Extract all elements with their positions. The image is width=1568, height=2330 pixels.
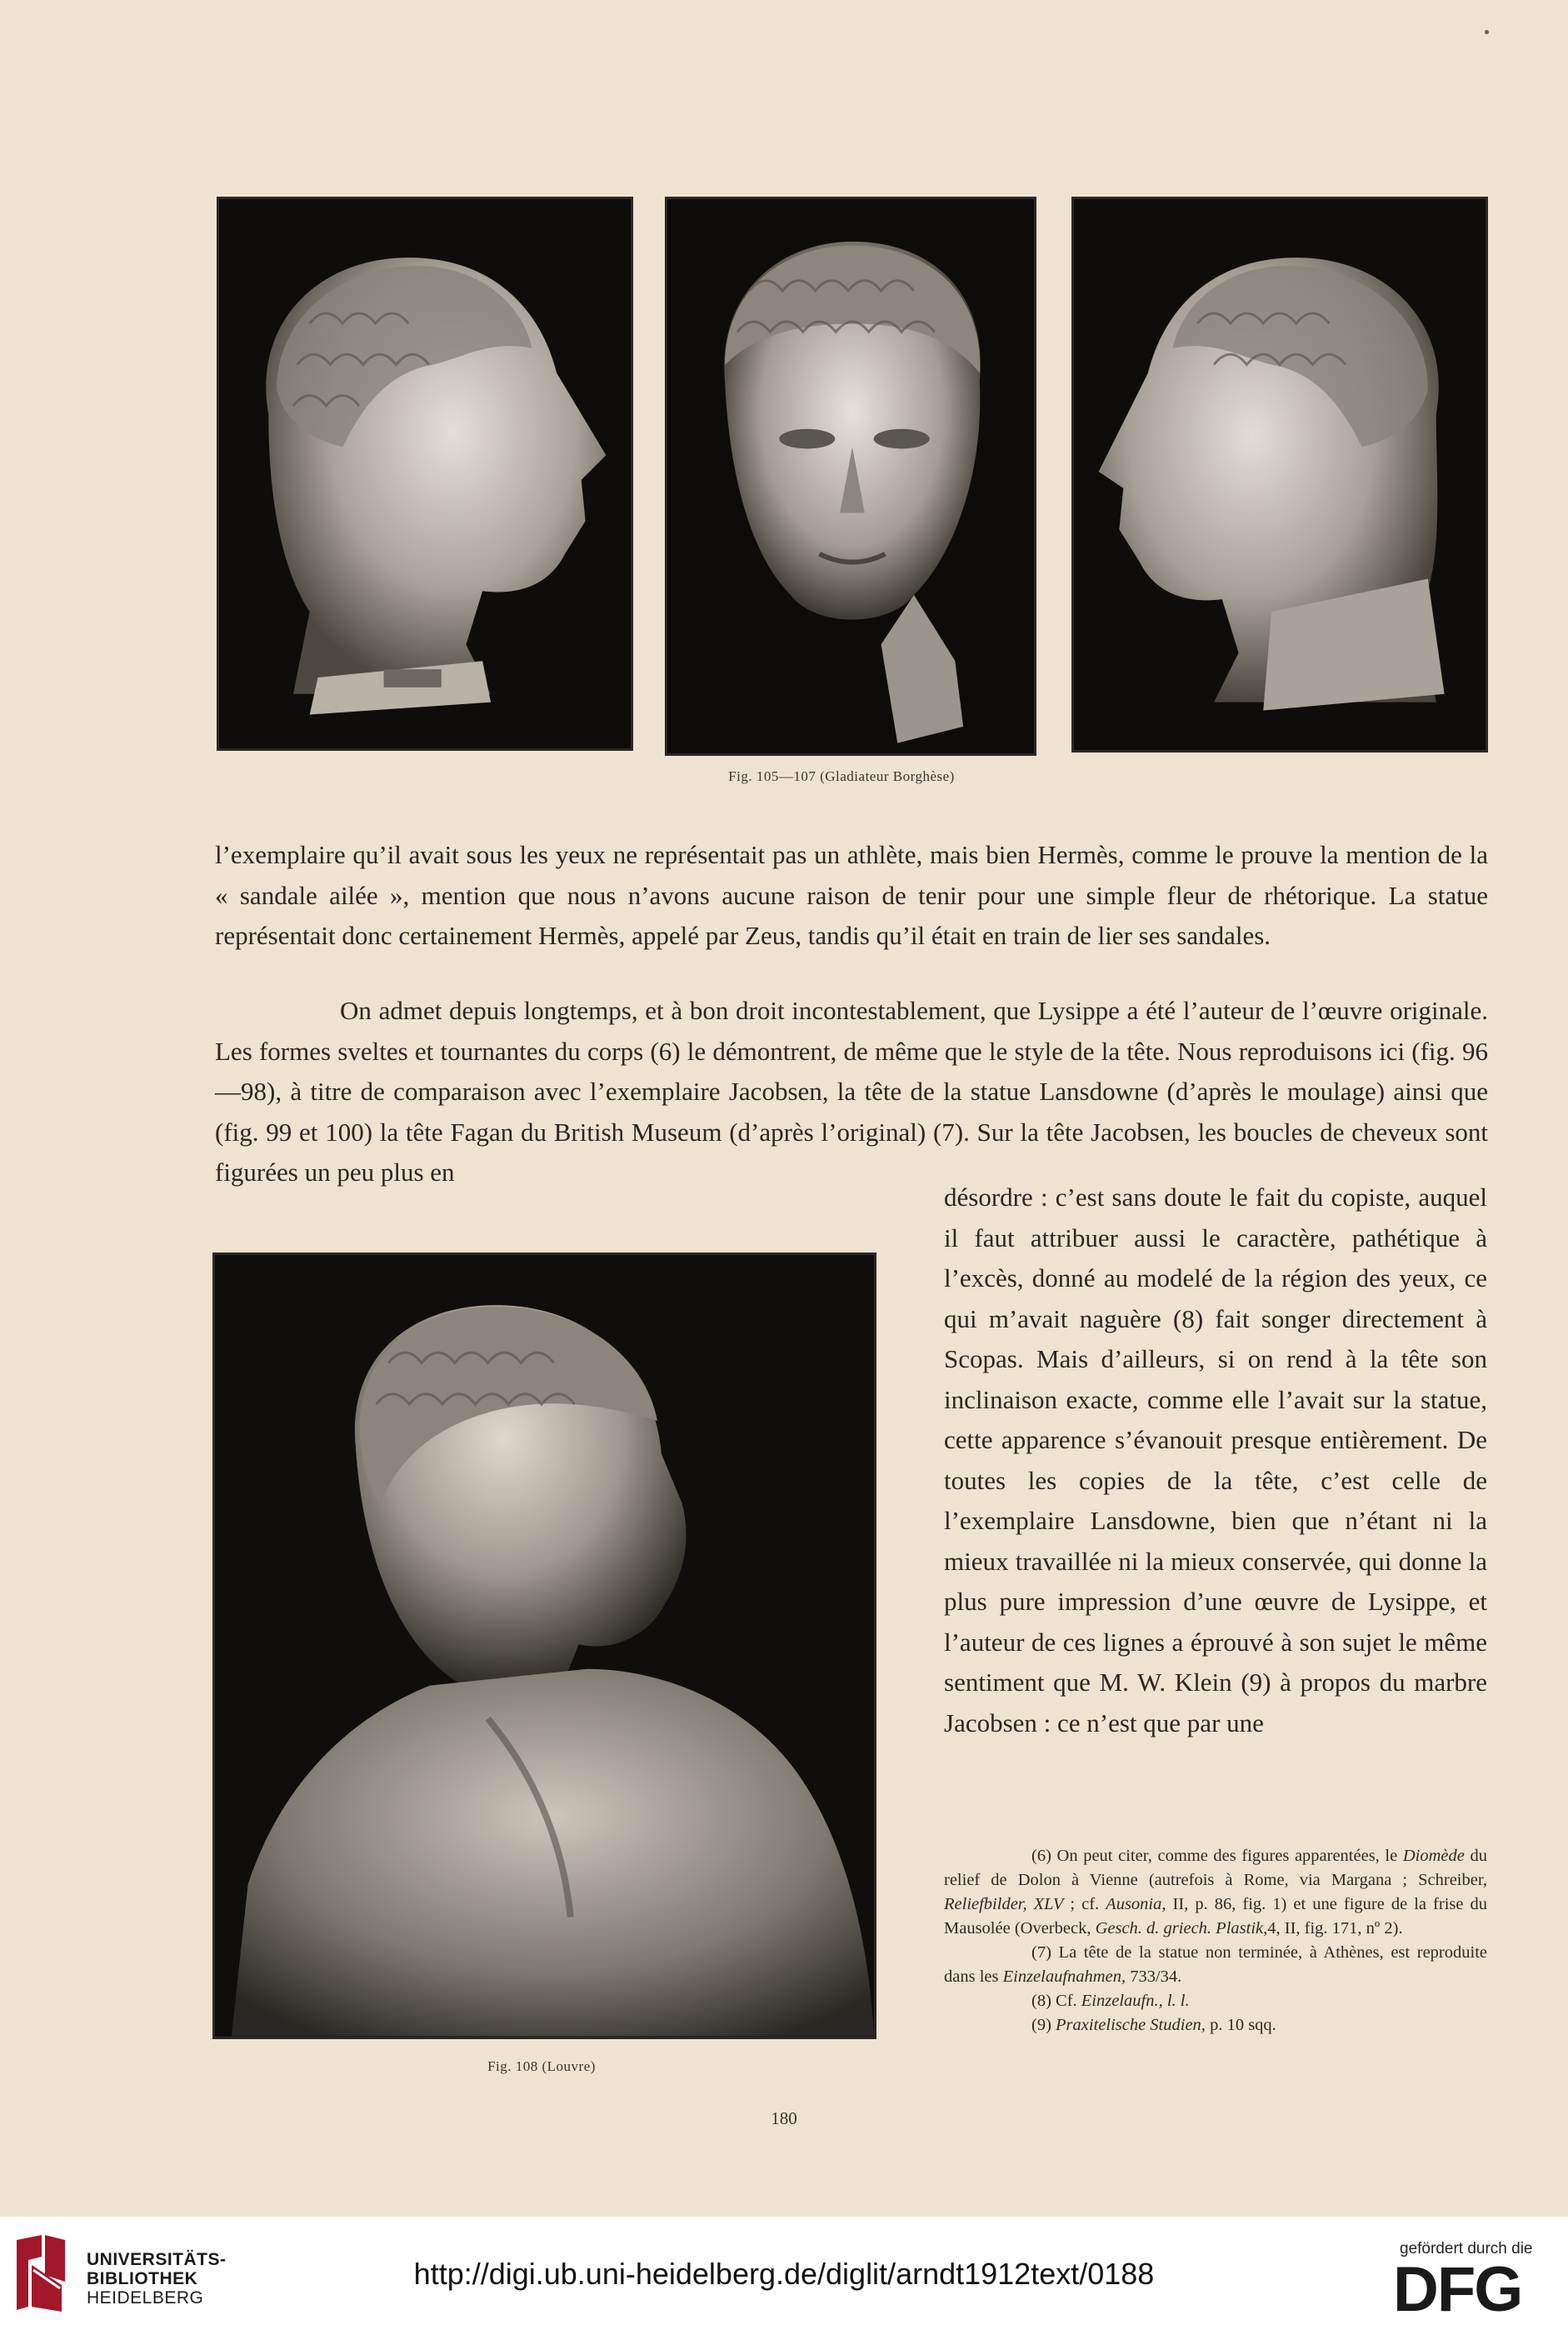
sculpture-left-profile: [1074, 199, 1486, 750]
paragraph-2-continuation: désordre : c’est sans doute le fait du copiste, auquel il faut attribuer aussi le caractère, pathétique à l’excès, donné au modelé de la région des yeux, ce qui m’avait naguère (8) fait songer directement à Scopas. Mais d’ailleurs, si on rend à la tête son inclinaison exacte, comme elle l’avait sur la statue, cette apparence s’évanouit presque entièrement. De toutes les copies de la tête, c’est celle de l’exemplaire Lansdowne, bien que n’étant ni la mieux travaillée ni la mieux conservée, qui donne la plus pure impression d’une œuvre de Lysippe, et l’auteur de ces lignes a éprouvé à son sujet le même sentiment que M. W. Klein (9) à propos du marbre Jacobsen : ce n’est que par une: [944, 1182, 1487, 1738]
footnotes: [944, 1844, 1487, 2038]
library-line-2: BIBLIOTHEK: [87, 2269, 198, 2288]
dfg-logo[interactable]: DFG: [1393, 2254, 1522, 2325]
photo-head-frontal: [665, 197, 1036, 756]
footnote-9: (9) Praxitelische Studien, p. 10 sqq.: [1031, 2016, 1276, 2034]
photo-statue-louvre: [212, 1252, 876, 2039]
sculpture-torso-head: [215, 1255, 874, 2037]
figure-caption-top: Fig. 105—107 (Gladiateur Borghèse): [728, 768, 955, 784]
footnote-6: (6) On peut citer, comme des figures apparentées, le Diomède du relief de Dolon à Vienne (autrefois à Rome, via Margana ; Schreiber, Reliefbilder, XLV ; cf. Ausonia, II, p. 86, fig. 1) et une figure de la frise du Mausolée (Overbeck, Gesch. d. griech. Plastik,4, II, fig. 171, nº 2).: [944, 1847, 1487, 1938]
paragraph-2: On admet depuis longtemps, et à bon droit incontestablement, que Lysippe a été l’auteur de l’œuvre originale. Les formes sveltes et tournantes du corps (6) le démontrent, de même que le style de la tête. Nous reproduisons ici (fig. 96—98), à titre de comparaison avec l’exemplaire Jacobsen, la tête de la statue Lansdowne (d’après le moulage) ainsi que (fig. 99 et 100) la tête Fagan du British Museum (d’après l’original) (7). Sur la tête Jacobsen, les boucles de cheveux sont figurées un peu plus en: [215, 996, 1488, 1187]
speck: [1485, 30, 1489, 34]
page-number: 180: [771, 2108, 797, 2128]
paragraph-1: l’exemplaire qu’il avait sous les yeux ne représentait pas un athlète, mais bien Hermès, comme le prouve la mention de la « sandale ailée », mention que nous n’avons aucune raison de tenir pour une simple fleur de rhétorique. La statue représentait donc certainement Hermès, appelé par Zeus, tandis qu’il était en train de lier ses sandales.: [215, 840, 1488, 950]
figure-caption-bottom: Fig. 108 (Louvre): [487, 2058, 596, 2074]
funded-by-label: gefördert durch die: [1400, 2240, 1533, 2258]
footnote-7: (7) La tête de la statue non terminée, à Athènes, est reproduite dans les Einzelaufnahmen, 733/34.: [944, 1943, 1487, 1986]
footnote-8: (8) Cf. Einzelaufn., l. l.: [1031, 1992, 1190, 2010]
library-line-1: UNIVERSITÄTS-: [87, 2250, 227, 2269]
sculpture-frontal: [667, 199, 1034, 753]
library-line-3: HEIDELBERG: [87, 2288, 204, 2308]
photo-head-left-profile: [1071, 197, 1488, 752]
photo-head-right-profile: [217, 197, 633, 751]
sculpture-right-profile: [219, 199, 631, 748]
document-url-link[interactable]: http://digi.ub.uni-heidelberg.de/diglit/arndt1912text/0188: [413, 2257, 1155, 2291]
